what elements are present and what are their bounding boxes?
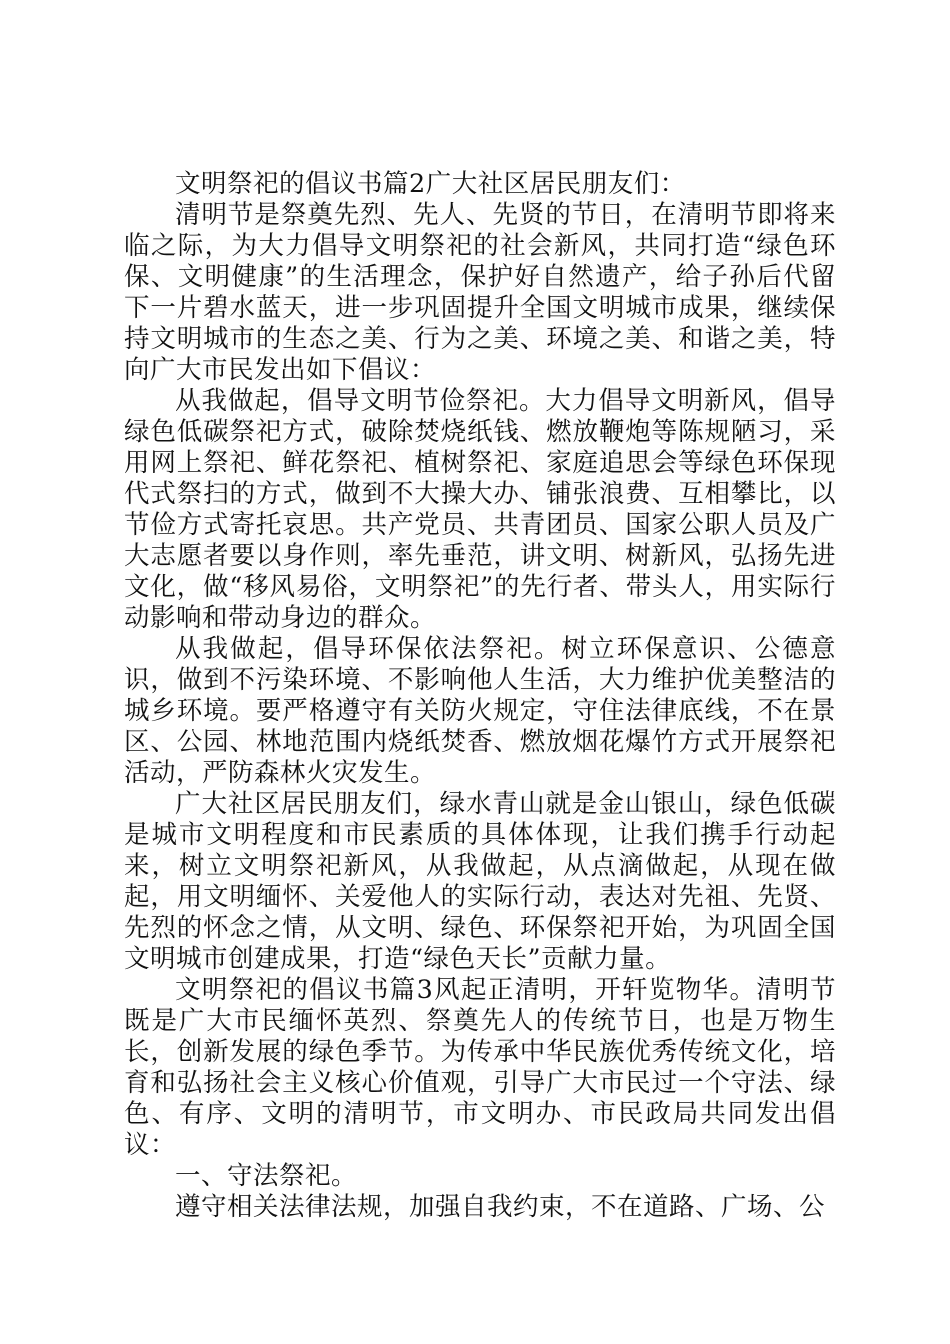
paragraph-2: 清明节是祭奠先烈、先人、先贤的节日，在清明节即将来临之际，为大力倡导文明祭祀的社会新风，共同打造“绿色环保、文明健康”的生活理念，保护好自然遗产，给子孙后代留下一片碧水蓝天，进一步巩固提升全国文明城市成果，继续保持文明城市的生态之美、行为之美、环境之美、和谐之美，特向广大市民发出如下倡议： [124, 200, 836, 385]
paragraph-4: 从我做起，倡导环保依法祭祀。树立环保意识、公德意识，做到不污染环境、不影响他人生活，大力维护优美整洁的城乡环境。要严格遵守有关防火规定，守住法律底线，不在景区、公园、林地范围内烧纸焚香、燃放烟花爆竹方式开展祭祀活动，严防森林火灾发生。 [124, 634, 836, 788]
paragraph-1: 文明祭祀的倡议书篇2广大社区居民朋友们： [175, 169, 686, 199]
paragraph-6: 文明祭祀的倡议书篇3风起正清明，开轩览物华。清明节既是广大市民缅怀英烈、祭奠先人的传统节日，也是万物生长，创新发展的绿色季节。为传承中华民族优秀传统文化，培育和弘扬社会主义核心价值观，引导广大市民过一个守法、绿色、有序、文明的清明节，市文明办、市民政局共同发出倡议： [124, 975, 836, 1160]
paragraph-3: 从我做起，倡导文明节俭祭祀。大力倡导文明新风，倡导绿色低碳祭祀方式，破除焚烧纸钱、燃放鞭炮等陈规陋习，采用网上祭祀、鲜花祭祀、植树祭祀、家庭追思会等绿色环保现代式祭扫的方式，做到不大操大办、铺张浪费、互相攀比，以节俭方式寄托哀思。共产党员、共青团员、国家公职人员及广大志愿者要以身作则，率先垂范，讲文明、树新风，弘扬先进文化，做“移风易俗，文明祭祀”的先行者、带头人，用实际行动影响和带动身边的群众。 [124, 386, 836, 633]
paragraph-7: 一、守法祭祀。 [175, 1161, 358, 1191]
paragraph-5: 广大社区居民朋友们，绿水青山就是金山银山，绿色低碳是城市文明程度和市民素质的具体体现，让我们携手行动起来，树立文明祭祀新风，从我做起，从点滴做起，从现在做起，用文明缅怀、关爱他人的实际行动，表达对先祖、先贤、先烈的怀念之情，从文明、绿色、环保祭祀开始，为巩固全国文明城市创建成果，打造“绿色天长”贡献力量。 [124, 789, 836, 974]
document-body [124, 169, 836, 1223]
paragraph-8: 遵守相关法律法规，加强自我约束，不在道路、广场、公 [175, 1192, 826, 1222]
